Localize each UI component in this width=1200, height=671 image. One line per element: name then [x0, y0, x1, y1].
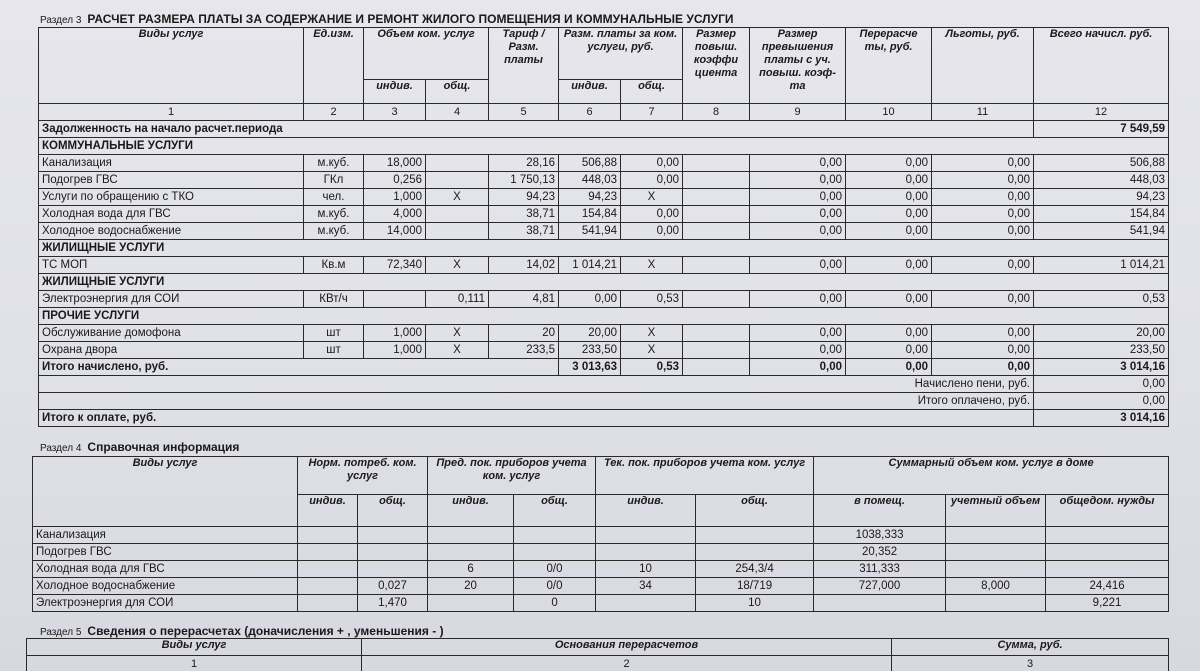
s4-col-cur-common-header: общ. [696, 495, 814, 527]
cell-unit: шт [304, 325, 364, 342]
cell-payment-common: X [621, 325, 683, 342]
cell-tariff: 38,71 [489, 223, 559, 240]
cell-payment-ind: 1 014,21 [559, 257, 621, 274]
cell-recalc: 0,00 [846, 342, 932, 359]
paid-value: 0,00 [1034, 393, 1169, 410]
cell-total: 541,94 [1034, 223, 1169, 240]
cell-unit: м.куб. [304, 206, 364, 223]
cell-volume-common [426, 172, 489, 189]
col-coef-header: Размер повыш. коэффи циента [683, 28, 750, 104]
s4-col-service-header: Виды услуг [33, 457, 298, 527]
cell-payment-ind: 20,00 [559, 325, 621, 342]
cell-payment-common: X [621, 189, 683, 206]
cell-volume-ind: 72,340 [364, 257, 426, 274]
group-title: ЖИЛИЩНЫЕ УСЛУГИ [39, 274, 1169, 291]
cell-payment-ind: 448,03 [559, 172, 621, 189]
cell-payment-ind: 154,84 [559, 206, 621, 223]
cell-tariff: 28,16 [489, 155, 559, 172]
debt-row [39, 121, 1169, 138]
col-total-header: Всего начисл. руб. [1034, 28, 1169, 104]
cell-volume-common: X [426, 325, 489, 342]
s4-col-prev-common-header: общ. [514, 495, 596, 527]
total-excess: 0,00 [750, 359, 846, 376]
cell-coef [683, 155, 750, 172]
col-excess-header: Размер превышения платы с уч. повыш. коэф-та [750, 28, 846, 104]
s4-col-cur-header: Тек. пок. приборов учета ком. услуг [596, 457, 814, 495]
cell-service-name: Холодное водоснабжение [39, 223, 304, 240]
reference-row [33, 578, 1169, 595]
s4-col-metered-header: учетный объем [946, 495, 1046, 527]
cell-volume-common: X [426, 342, 489, 359]
section3-table [38, 27, 1169, 427]
cell-tariff: 233,5 [489, 342, 559, 359]
penalty-label: Начислено пени, руб. [39, 376, 1034, 393]
s4-cell-norm-common [358, 544, 428, 561]
cell-volume-ind: 14,000 [364, 223, 426, 240]
penalty-row [39, 376, 1169, 393]
section3-header [40, 12, 734, 26]
cell-tariff: 20 [489, 325, 559, 342]
s4-cell-cur-common: 254,3/4 [696, 561, 814, 578]
cell-tariff: 14,02 [489, 257, 559, 274]
cell-excess: 0,00 [750, 155, 846, 172]
s4-col-sum-header: Суммарный объем ком. услуг в доме [814, 457, 1169, 495]
total-recalc: 0,00 [846, 359, 932, 376]
total-pay-ind: 3 013,63 [559, 359, 621, 376]
s4-col-cur-ind-header: индив. [596, 495, 696, 527]
cell-unit: м.куб. [304, 155, 364, 172]
cell-benefit: 0,00 [932, 257, 1034, 274]
service-row [39, 206, 1169, 223]
group-header-row [39, 138, 1169, 155]
s4-cell-prev-ind [428, 595, 514, 612]
cell-service-name: Подогрев ГВС [39, 172, 304, 189]
cell-coef [683, 223, 750, 240]
s4-cell-prev-ind [428, 527, 514, 544]
cell-volume-common [426, 223, 489, 240]
s4-cell-prev-common [514, 544, 596, 561]
reference-row [33, 561, 1169, 578]
cell-total: 20,00 [1034, 325, 1169, 342]
s5-col-sum-header: Сумма, руб. [892, 639, 1169, 656]
section5-table [26, 638, 1169, 671]
col-volume-ind-header: индив. [364, 80, 426, 104]
s4-cell-cur-common: 10 [696, 595, 814, 612]
col-volume-header: Объем ком. услуг [364, 28, 489, 80]
s5-col-number: 2 [362, 656, 892, 671]
cell-tariff: 4,81 [489, 291, 559, 308]
group-title: ПРОЧИЕ УСЛУГИ [39, 308, 1169, 325]
s4-cell-cur-ind [596, 527, 696, 544]
s4-cell-service-name: Подогрев ГВС [33, 544, 298, 561]
column-number: 9 [750, 104, 846, 121]
section4-table [32, 456, 1169, 612]
column-number: 10 [846, 104, 932, 121]
section4-label: Раздел 4 [40, 443, 82, 454]
s4-cell-metered [946, 561, 1046, 578]
column-number: 12 [1034, 104, 1169, 121]
cell-payment-ind: 233,50 [559, 342, 621, 359]
cell-unit: ГКл [304, 172, 364, 189]
s5-col-reason-header: Основания перерасчетов [362, 639, 892, 656]
s4-cell-prev-ind [428, 544, 514, 561]
s4-cell-metered [946, 595, 1046, 612]
debt-value: 7 549,59 [1034, 121, 1169, 138]
s4-cell-prev-ind: 6 [428, 561, 514, 578]
s4-cell-cur-ind: 10 [596, 561, 696, 578]
s4-cell-service-name: Канализация [33, 527, 298, 544]
reference-row [33, 595, 1169, 612]
total-value: 3 014,16 [1034, 359, 1169, 376]
s4-cell-service-name: Холодное водоснабжение [33, 578, 298, 595]
s4-cell-norm-common: 1,470 [358, 595, 428, 612]
column-number: 8 [683, 104, 750, 121]
cell-benefit: 0,00 [932, 342, 1034, 359]
cell-volume-ind [364, 291, 426, 308]
section5-title: Сведения о перерасчетах (доначисления + , уменьшения - ) [87, 624, 444, 638]
debt-label: Задолженность на начало расчет.периода [39, 121, 1034, 138]
column-number: 3 [364, 104, 426, 121]
to-pay-value: 3 014,16 [1034, 410, 1169, 427]
s4-cell-common: 24,416 [1046, 578, 1169, 595]
total-coef-empty [683, 359, 750, 376]
group-header-row [39, 240, 1169, 257]
s5-col-service-header: Виды услуг [27, 639, 362, 656]
cell-payment-common: 0,53 [621, 291, 683, 308]
s4-cell-norm-common [358, 561, 428, 578]
s4-cell-common [1046, 544, 1169, 561]
cell-volume-common [426, 206, 489, 223]
cell-excess: 0,00 [750, 172, 846, 189]
cell-volume-common [426, 155, 489, 172]
section5-header [40, 624, 444, 638]
cell-payment-common: 0,00 [621, 172, 683, 189]
col-payment-header: Разм. платы за ком. услуги, руб. [559, 28, 683, 80]
cell-unit: чел. [304, 189, 364, 206]
cell-payment-ind: 506,88 [559, 155, 621, 172]
s4-cell-norm-ind [298, 595, 358, 612]
s4-cell-room: 1038,333 [814, 527, 946, 544]
cell-service-name: Холодная вода для ГВС [39, 206, 304, 223]
col-service-header: Виды услуг [39, 28, 304, 104]
s4-cell-metered [946, 544, 1046, 561]
cell-excess: 0,00 [750, 257, 846, 274]
reference-row [33, 544, 1169, 561]
total-pay-common: 0,53 [621, 359, 683, 376]
service-row [39, 291, 1169, 308]
col-benefits-header: Льготы, руб. [932, 28, 1034, 104]
cell-service-name: ТС МОП [39, 257, 304, 274]
s4-cell-prev-common: 0/0 [514, 578, 596, 595]
s4-cell-norm-ind [298, 544, 358, 561]
s4-cell-norm-common: 0,027 [358, 578, 428, 595]
total-charged-row [39, 359, 1169, 376]
cell-excess: 0,00 [750, 342, 846, 359]
section3-title: РАСЧЕТ РАЗМЕРА ПЛАТЫ ЗА СОДЕРЖАНИЕ И РЕМОНТ ЖИЛОГО ПОМЕЩЕНИЯ И КОММУНАЛЬНЫЕ УСЛУГИ [87, 12, 734, 26]
cell-service-name: Обслуживание домофона [39, 325, 304, 342]
s4-cell-room: 20,352 [814, 544, 946, 561]
cell-recalc: 0,00 [846, 172, 932, 189]
column-number: 7 [621, 104, 683, 121]
cell-payment-common: 0,00 [621, 155, 683, 172]
s4-cell-norm-common [358, 527, 428, 544]
cell-total: 233,50 [1034, 342, 1169, 359]
cell-excess: 0,00 [750, 223, 846, 240]
s4-col-common-header: общедом. нужды [1046, 495, 1169, 527]
cell-coef [683, 325, 750, 342]
service-row [39, 172, 1169, 189]
cell-coef [683, 291, 750, 308]
group-title: ЖИЛИЩНЫЕ УСЛУГИ [39, 240, 1169, 257]
s4-cell-common: 9,221 [1046, 595, 1169, 612]
s4-cell-cur-common [696, 527, 814, 544]
s4-cell-service-name: Электроэнергия для СОИ [33, 595, 298, 612]
cell-benefit: 0,00 [932, 172, 1034, 189]
cell-coef [683, 342, 750, 359]
cell-benefit: 0,00 [932, 223, 1034, 240]
cell-payment-common: 0,00 [621, 223, 683, 240]
section4-header [40, 440, 239, 454]
cell-payment-ind: 541,94 [559, 223, 621, 240]
s4-cell-metered [946, 527, 1046, 544]
s4-cell-prev-ind: 20 [428, 578, 514, 595]
cell-recalc: 0,00 [846, 189, 932, 206]
s4-cell-cur-ind [596, 595, 696, 612]
cell-volume-common: X [426, 257, 489, 274]
section5-label: Раздел 5 [40, 627, 82, 638]
col-tariff-header: Тариф / Разм. платы [489, 28, 559, 104]
cell-recalc: 0,00 [846, 155, 932, 172]
s4-cell-cur-common [696, 544, 814, 561]
cell-recalc: 0,00 [846, 325, 932, 342]
cell-tariff: 94,23 [489, 189, 559, 206]
group-header-row [39, 274, 1169, 291]
column-number: 4 [426, 104, 489, 121]
service-row [39, 342, 1169, 359]
s4-col-norm-ind-header: индив. [298, 495, 358, 527]
cell-benefit: 0,00 [932, 206, 1034, 223]
cell-volume-ind: 0,256 [364, 172, 426, 189]
cell-coef [683, 189, 750, 206]
cell-unit: Кв.м [304, 257, 364, 274]
s4-cell-cur-ind [596, 544, 696, 561]
column-number: 2 [304, 104, 364, 121]
cell-total: 154,84 [1034, 206, 1169, 223]
s5-col-number: 1 [27, 656, 362, 671]
cell-payment-common: 0,00 [621, 206, 683, 223]
cell-tariff: 1 750,13 [489, 172, 559, 189]
total-benefit: 0,00 [932, 359, 1034, 376]
col-recalc-header: Перерасче ты, руб. [846, 28, 932, 104]
cell-coef [683, 257, 750, 274]
cell-total: 94,23 [1034, 189, 1169, 206]
to-pay-label: Итого к оплате, руб. [39, 410, 1034, 427]
s4-col-norm-header: Норм. потреб. ком. услуг [298, 457, 428, 495]
section3-label: Раздел 3 [40, 15, 82, 26]
cell-tariff: 38,71 [489, 206, 559, 223]
cell-total: 1 014,21 [1034, 257, 1169, 274]
s4-cell-prev-common: 0/0 [514, 561, 596, 578]
column-number: 1 [39, 104, 304, 121]
s4-col-prev-header: Пред. пок. приборов учета ком. услуг [428, 457, 596, 495]
s4-cell-common [1046, 561, 1169, 578]
cell-excess: 0,00 [750, 189, 846, 206]
s4-cell-cur-ind: 34 [596, 578, 696, 595]
cell-unit: шт [304, 342, 364, 359]
s5-col-number: 3 [892, 656, 1169, 671]
cell-total: 506,88 [1034, 155, 1169, 172]
cell-benefit: 0,00 [932, 155, 1034, 172]
col-volume-common-header: общ. [426, 80, 489, 104]
cell-payment-ind: 0,00 [559, 291, 621, 308]
cell-payment-ind: 94,23 [559, 189, 621, 206]
s4-cell-room: 311,333 [814, 561, 946, 578]
s4-col-room-header: в помещ. [814, 495, 946, 527]
cell-total: 0,53 [1034, 291, 1169, 308]
cell-volume-ind: 18,000 [364, 155, 426, 172]
cell-benefit: 0,00 [932, 189, 1034, 206]
service-row [39, 189, 1169, 206]
cell-volume-ind: 4,000 [364, 206, 426, 223]
cell-volume-common: X [426, 189, 489, 206]
cell-payment-common: X [621, 257, 683, 274]
s4-cell-norm-ind [298, 561, 358, 578]
cell-volume-ind: 1,000 [364, 189, 426, 206]
cell-excess: 0,00 [750, 206, 846, 223]
group-title: КОММУНАЛЬНЫЕ УСЛУГИ [39, 138, 1169, 155]
cell-total: 448,03 [1034, 172, 1169, 189]
cell-recalc: 0,00 [846, 257, 932, 274]
total-label: Итого начислено, руб. [39, 359, 559, 376]
service-row [39, 325, 1169, 342]
cell-coef [683, 172, 750, 189]
s4-cell-prev-common: 0 [514, 595, 596, 612]
group-header-row [39, 308, 1169, 325]
s4-cell-room: 727,000 [814, 578, 946, 595]
s4-cell-norm-ind [298, 578, 358, 595]
s4-cell-cur-common: 18/719 [696, 578, 814, 595]
cell-coef [683, 206, 750, 223]
s4-cell-metered: 8,000 [946, 578, 1046, 595]
column-numbers-row [39, 104, 1169, 121]
cell-excess: 0,00 [750, 325, 846, 342]
cell-service-name: Услуги по обращению с ТКО [39, 189, 304, 206]
service-row [39, 257, 1169, 274]
cell-recalc: 0,00 [846, 223, 932, 240]
reference-row [33, 527, 1169, 544]
paid-row [39, 393, 1169, 410]
cell-benefit: 0,00 [932, 325, 1034, 342]
column-number: 5 [489, 104, 559, 121]
cell-service-name: Электроэнергия для СОИ [39, 291, 304, 308]
cell-service-name: Охрана двора [39, 342, 304, 359]
cell-volume-common: 0,111 [426, 291, 489, 308]
col-payment-ind-header: индив. [559, 80, 621, 104]
cell-recalc: 0,00 [846, 206, 932, 223]
s4-cell-service-name: Холодная вода для ГВС [33, 561, 298, 578]
penalty-value: 0,00 [1034, 376, 1169, 393]
section4-title: Справочная информация [87, 440, 240, 454]
column-number: 6 [559, 104, 621, 121]
s4-cell-room [814, 595, 946, 612]
cell-payment-common: X [621, 342, 683, 359]
s4-cell-common [1046, 527, 1169, 544]
cell-unit: м.куб. [304, 223, 364, 240]
col-payment-common-header: общ. [621, 80, 683, 104]
to-pay-row [39, 410, 1169, 427]
cell-recalc: 0,00 [846, 291, 932, 308]
cell-excess: 0,00 [750, 291, 846, 308]
cell-volume-ind: 1,000 [364, 325, 426, 342]
service-row [39, 155, 1169, 172]
s4-col-prev-ind-header: индив. [428, 495, 514, 527]
cell-benefit: 0,00 [932, 291, 1034, 308]
s4-col-norm-common-header: общ. [358, 495, 428, 527]
s4-cell-prev-common [514, 527, 596, 544]
column-number: 11 [932, 104, 1034, 121]
col-unit-header: Ед.изм. [304, 28, 364, 104]
cell-volume-ind: 1,000 [364, 342, 426, 359]
s4-cell-norm-ind [298, 527, 358, 544]
paid-label: Итого оплачено, руб. [39, 393, 1034, 410]
cell-unit: КВт/ч [304, 291, 364, 308]
service-row [39, 223, 1169, 240]
cell-service-name: Канализация [39, 155, 304, 172]
